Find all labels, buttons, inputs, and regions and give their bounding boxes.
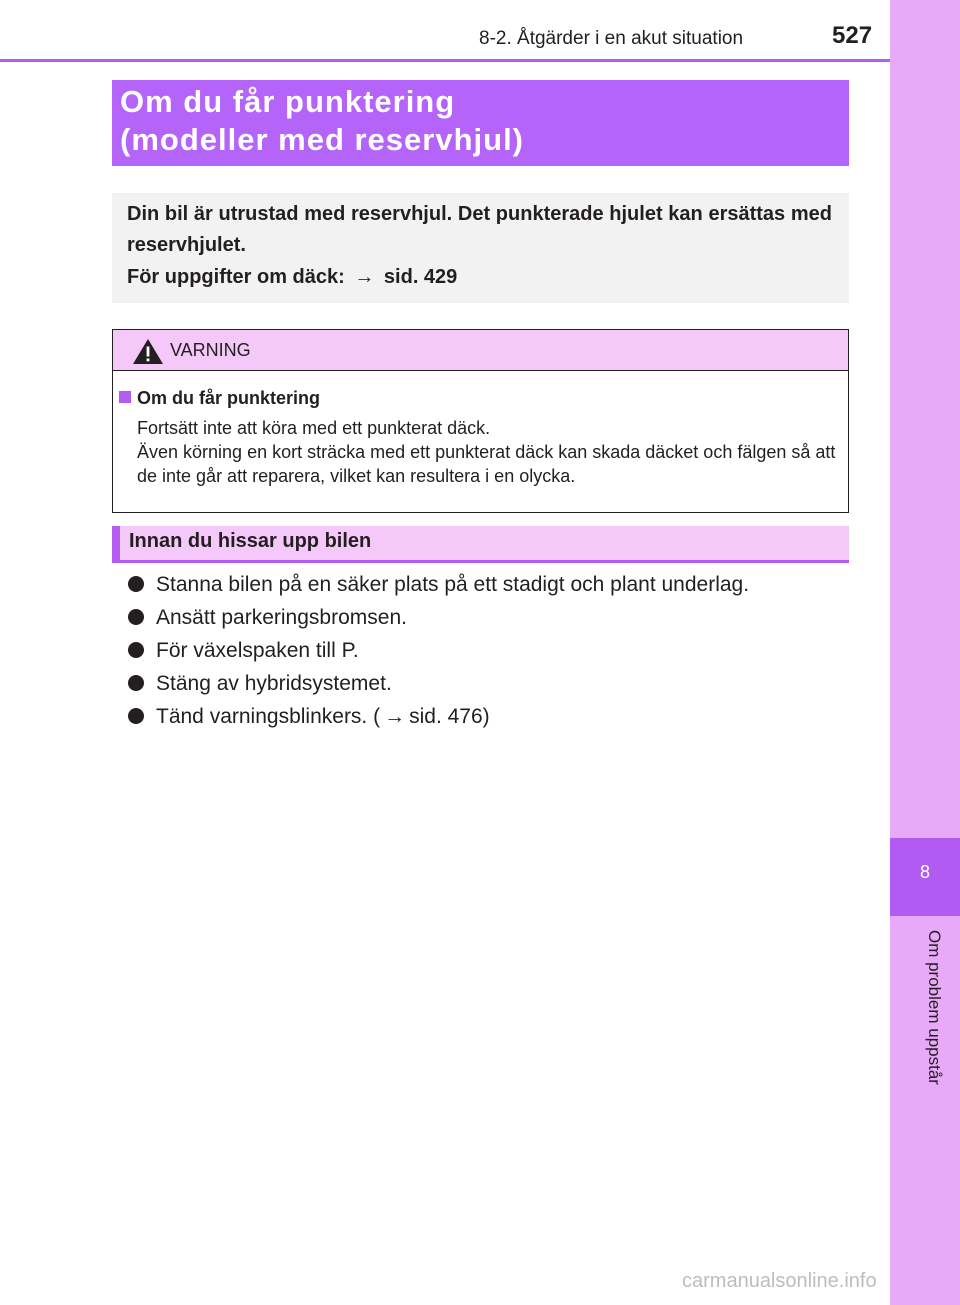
step-text: Stanna bilen på en säker plats på ett stadigt och plant underlag. — [156, 573, 750, 596]
watermark: carmanualsonline.info — [682, 1270, 877, 1292]
list-item — [128, 570, 848, 603]
warning-heading — [119, 388, 320, 409]
steps-list — [128, 570, 848, 735]
bullet-dot-icon — [128, 609, 144, 625]
subsection-title: Innan du hissar upp bilen — [129, 530, 372, 552]
page-number: 527 — [832, 22, 873, 49]
step-text: För växelspaken till P. — [156, 639, 359, 662]
warning-line: Även körning en kort sträcka med ett punkterat däck kan skada däcket och fälgen så att de inte går att reparera, vilket kan resultera i en olycka. — [137, 442, 836, 486]
arrow-right-icon: → — [384, 705, 406, 728]
list-item — [128, 636, 848, 669]
warning-triangle-icon — [132, 338, 164, 365]
subsection-header — [112, 526, 849, 563]
list-item — [128, 669, 848, 702]
bullet-dot-icon — [128, 708, 144, 724]
intro-box — [112, 193, 849, 303]
warning-label: VARNING — [170, 340, 251, 360]
tire-info-reference[interactable] — [127, 266, 457, 289]
section-header: 8-2. Åtgärder i en akut situation — [479, 28, 744, 49]
chapter-title: Om problem uppstår — [925, 930, 944, 1085]
intro-text: Din bil är utrustad med reservhjul. Det punkterade hjulet kan ersättas med reservhjulet. — [127, 203, 832, 256]
section-title-banner — [112, 80, 849, 166]
chapter-number: 8 — [919, 862, 930, 882]
warning-header — [113, 330, 848, 371]
warning-heading-text: Om du får punktering — [137, 388, 321, 408]
bullet-dot-icon — [128, 576, 144, 592]
header-divider — [0, 59, 890, 62]
warning-body — [137, 416, 837, 488]
chapter-number-tab[interactable] — [890, 838, 960, 916]
bullet-dot-icon — [128, 642, 144, 658]
warning-box — [112, 329, 849, 513]
reference-page-link[interactable]: sid. 429 — [383, 266, 458, 288]
chapter-side-tab — [890, 0, 960, 1305]
arrow-right-icon: → — [354, 266, 375, 288]
step-text: Ansätt parkeringsbromsen. — [156, 606, 407, 629]
warning-line: Fortsätt inte att köra med ett punkterat däck. — [137, 418, 491, 438]
reference-page-link[interactable]: sid. 476) — [409, 705, 490, 728]
list-item — [128, 702, 848, 735]
step-text: Tänd varningsblinkers. ( — [156, 705, 381, 728]
step-text: Stäng av hybridsystemet. — [156, 672, 392, 695]
section-title-line-1: Om du får punktering — [120, 84, 456, 119]
subsection-accent-bar — [112, 526, 120, 560]
square-bullet-icon — [119, 391, 131, 403]
section-title-line-2: (modeller med reservhjul) — [120, 122, 525, 157]
bullet-dot-icon — [128, 675, 144, 691]
reference-prefix: För uppgifter om däck: — [127, 266, 345, 288]
list-item — [128, 603, 848, 636]
